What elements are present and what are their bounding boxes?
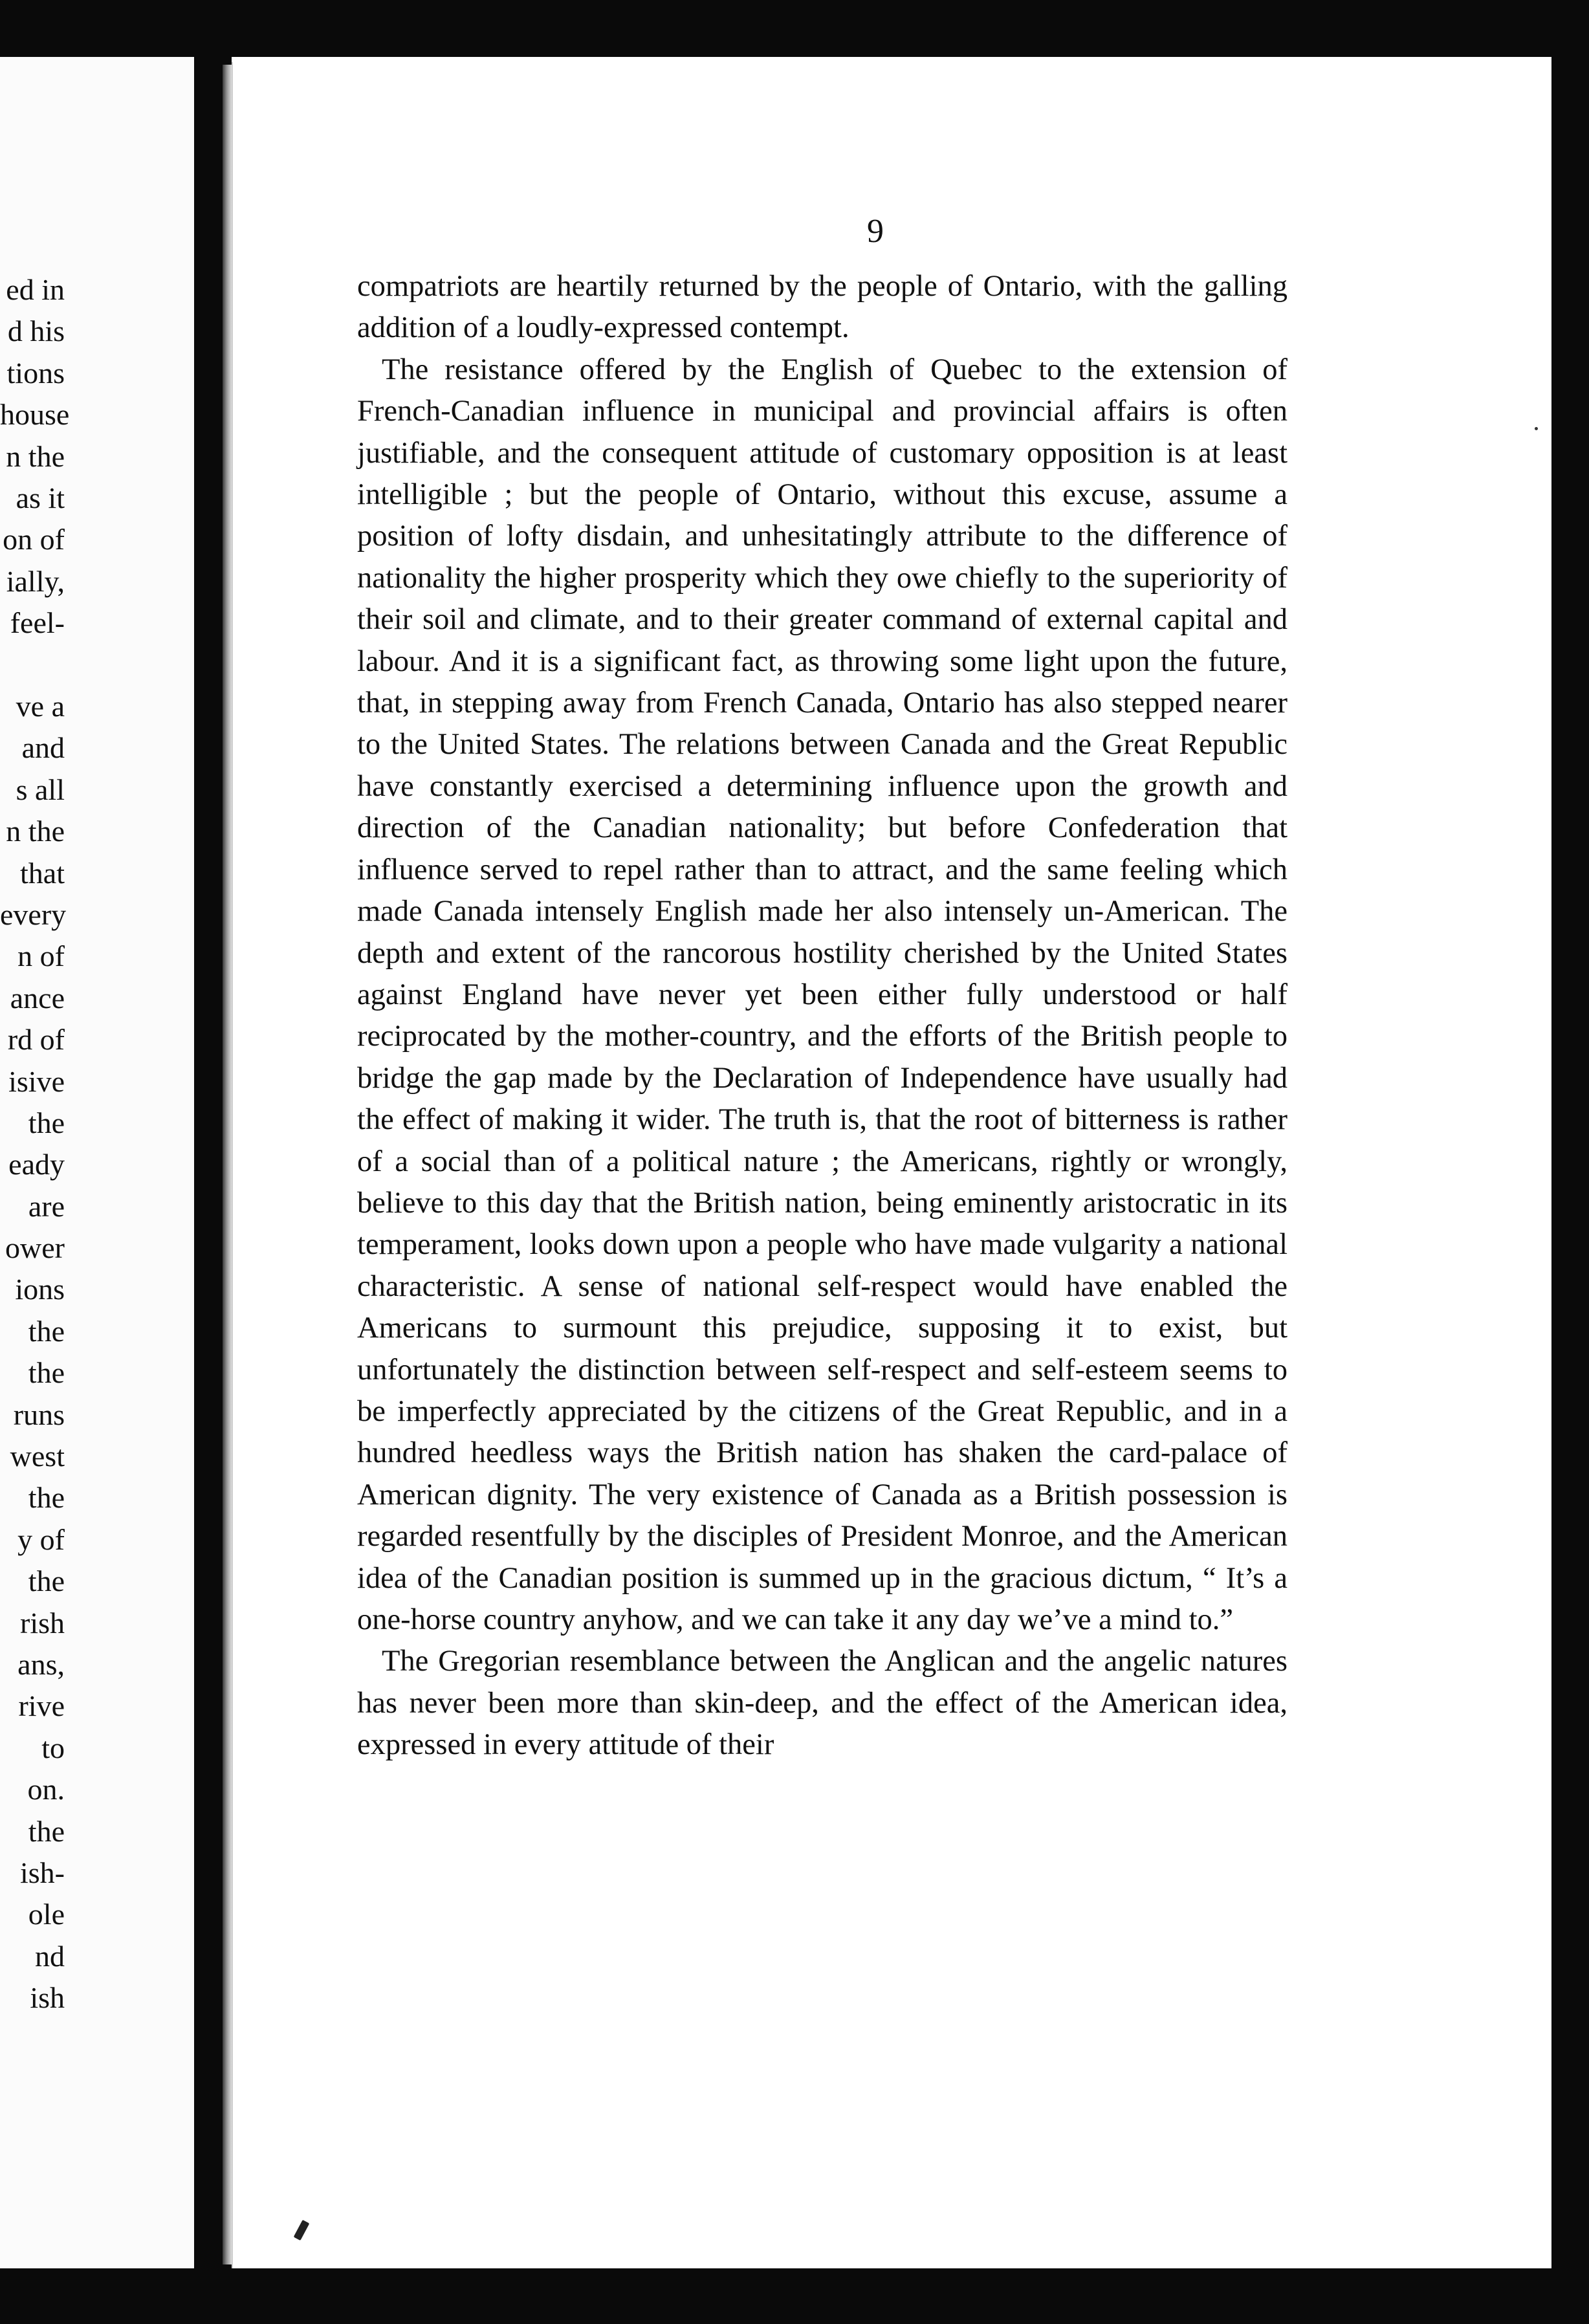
page-nine [232, 62, 1553, 2268]
previous-page-line: that [20, 856, 65, 890]
previous-page-line: as it [16, 481, 65, 514]
previous-page-line: to [41, 1731, 65, 1764]
page-number: 9 [867, 213, 884, 250]
previous-page-line-list-a [0, 269, 194, 644]
previous-page-line: nd [35, 1939, 65, 1973]
previous-page-line: are [28, 1189, 65, 1223]
previous-page-line: y of [17, 1522, 65, 1556]
previous-page-line: d his [7, 314, 65, 348]
previous-page-text-block-b [0, 686, 194, 2019]
previous-page-line: on. [27, 1773, 65, 1806]
previous-page-line: ance [10, 981, 65, 1014]
scanner-border-bottom [0, 2268, 1589, 2324]
previous-page-line: ish [30, 1981, 65, 2015]
previous-page-line: house [0, 398, 70, 432]
paragraph-continuation: compatriots are heartily returned by the people of Ontario, with the galling addition of a loudly-expressed contempt. [357, 270, 1288, 345]
previous-page-line: s all [16, 773, 65, 806]
previous-page-line: feel- [10, 606, 65, 640]
previous-page-line: eady [8, 1148, 65, 1181]
page-edge-shadow [223, 65, 232, 2264]
previous-page-line: the [28, 1356, 65, 1390]
previous-page-line: ions [15, 1273, 65, 1306]
previous-page-line: the [28, 1481, 65, 1515]
previous-page-line: west [10, 1440, 65, 1473]
body-text [357, 266, 1288, 1766]
previous-page-line: every [0, 897, 67, 931]
previous-page-line: n the [6, 439, 65, 473]
previous-page-line: rd of [7, 1023, 65, 1057]
paragraph-resistance: The resistance offered by the English of Quebec to the extension of French-Canadian influence in municipal and provincial affairs is often justifiable, and the consequent attitude of customary opposition is at least intelligible ; but the people of Ontario, without this excuse, assume a position of lofty disdain, and unhesitatingly attribute to the difference of nationality the higher prosperity which they owe chiefly to the superiority of their soil and climate, and to their greater command of external capital and labour. And it is a significant fact, as throwing some light upon the future, that, in stepping away from French Canada, Ontario has also stepped nearer to the United States. The relations between Canada and the Great Republic have constantly exercised a determining influence upon the growth and direction of the Canadian nationality; but before Confederation that influence served to repel rather than to attract, and the same feeling which made Canada intensely English made her also intensely un-American. The depth and extent of the rancorous hostility cherished by the United States against England have never yet been either fully understood or half reciprocated by the mother-country, and the efforts of the British people to bridge the gap made by the Declaration of Independence have usually had the effect of making it wider. The truth is, that the root of bitterness is rather of a social than of a political nature ; the Americans, rightly or wrongly, believe to this day that the British nation, being eminently aristocratic in its temperament, looks down upon a people who have made vulgarity a national characteristic. A sense of national self-respect would have enabled the Americans to surmount this prejudice, supposing it to exist, but unfortunately the distinction between self-respect and self-esteem seems to be imperfectly appreciated by the citizens of the Great Republic, and in a hundred heedless ways the British nation has shaken the card-palace of American dignity. The very existence of Canada as a British possession is regarded resentfully by the disciples of President Monroe, and the American idea of the Canadian position is summed up in the gracious dictum, “ It’s a one-horse country anyhow, and we can take it any day we’ve a mind to.” [357, 353, 1288, 1636]
previous-page-line: n of [17, 939, 65, 973]
previous-page-line: ole [28, 1898, 65, 1931]
previous-page-line: ish- [20, 1856, 65, 1889]
previous-page-line: runs [13, 1398, 65, 1431]
previous-page-line-list-b [0, 686, 194, 2019]
previous-page-line: tions [6, 356, 65, 389]
previous-page-line: isive [8, 1064, 65, 1098]
previous-page-line: ve a [16, 690, 65, 723]
previous-page-fragment [0, 57, 194, 2270]
previous-page-line: the [28, 1814, 65, 1848]
previous-page-line: the [28, 1106, 65, 1139]
previous-page-line: ans, [17, 1647, 65, 1681]
paragraph-gregorian: The Gregorian resemblance between the Anglican and the angelic natures has never been more than skin-deep, and the effect of the American idea, expressed in every attitude of their [357, 1645, 1288, 1762]
previous-page-line: ed in [6, 273, 65, 306]
previous-page-line: and [21, 731, 65, 765]
previous-page-line: the [28, 1564, 65, 1598]
previous-page-text-block-a [0, 269, 194, 644]
previous-page-line: ower [5, 1231, 65, 1265]
previous-page-line: rive [18, 1689, 65, 1723]
scanner-border-right [1551, 0, 1589, 2324]
previous-page-line: ially, [6, 564, 65, 598]
previous-page-line: the [28, 1314, 65, 1348]
previous-page-line: on of [3, 523, 65, 556]
previous-page-line: rish [20, 1606, 65, 1639]
scanner-border-top [0, 0, 1589, 57]
previous-page-line: n the [6, 815, 65, 848]
scan-speck [1535, 427, 1538, 430]
